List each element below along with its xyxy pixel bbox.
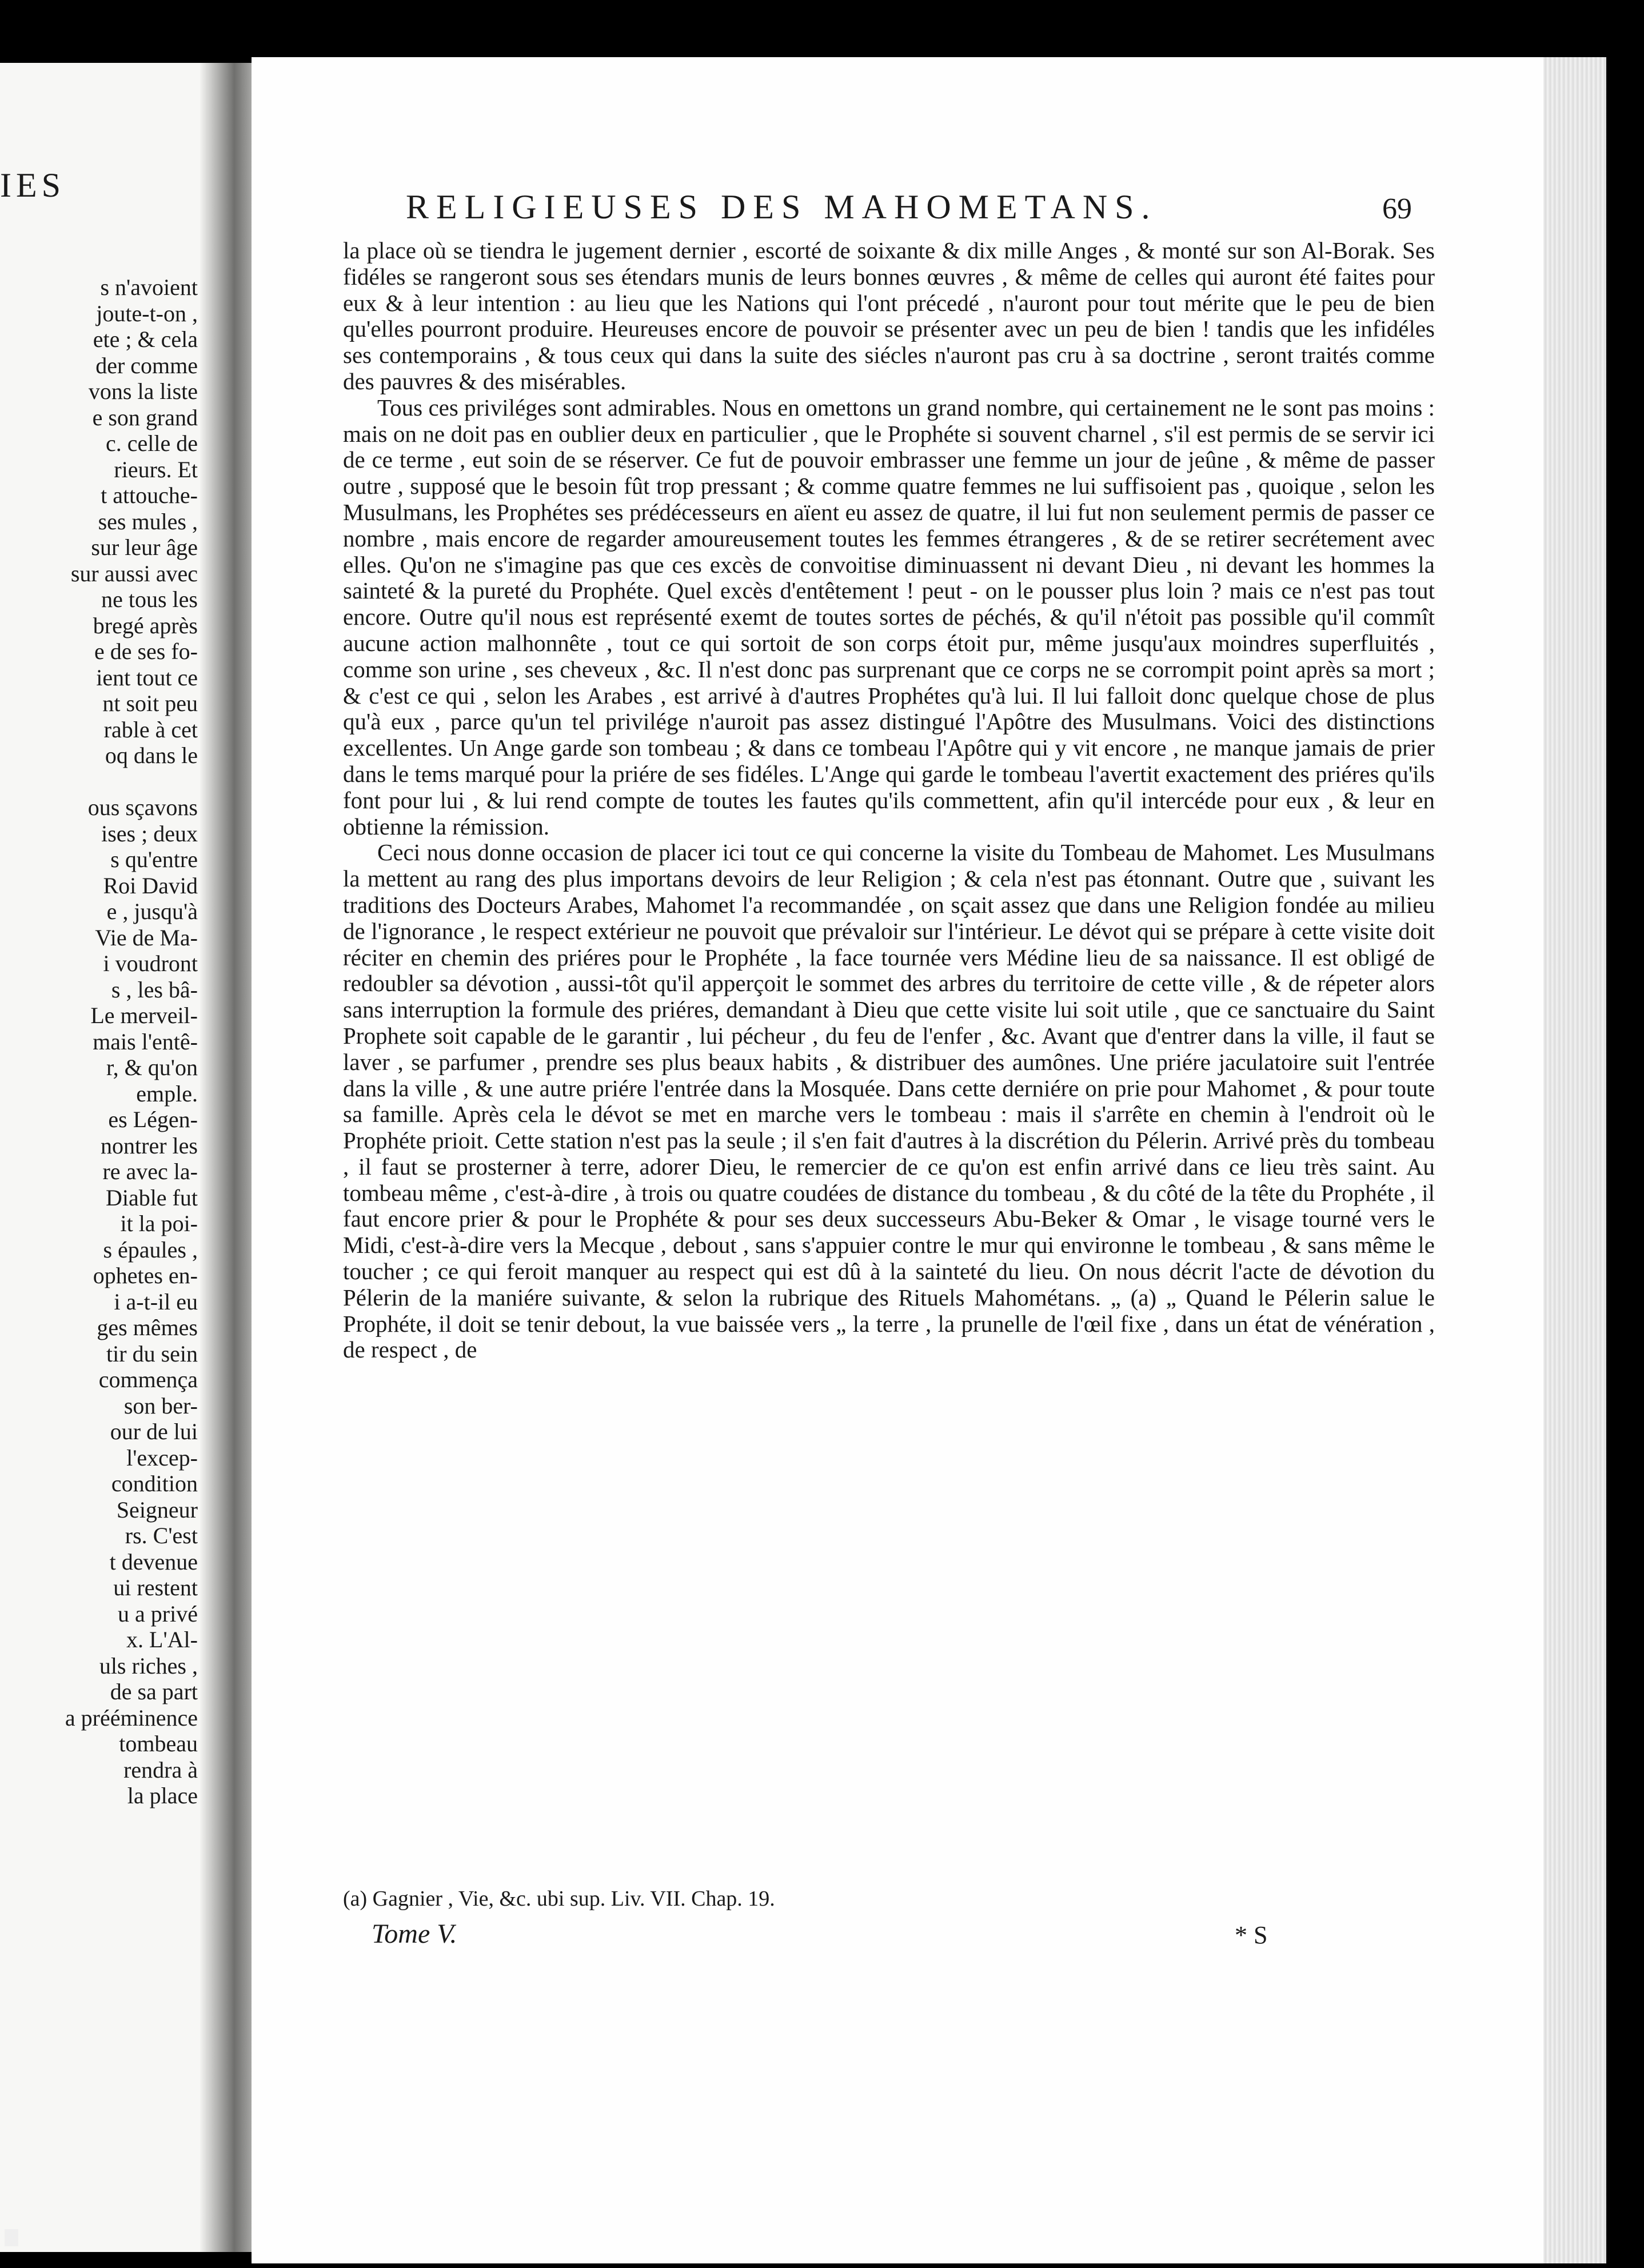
left-fragment-line: mais l'entê- — [93, 1028, 198, 1055]
left-fragment-line: tombeau — [119, 1731, 198, 1756]
footnote: (a) Gagnier , Vie, &c. ubi sup. Liv. VII. Chap. 19. — [343, 1887, 775, 1911]
left-fragment-line: es Légen- — [108, 1107, 198, 1132]
left-fragment-line: tir du sein — [106, 1340, 198, 1367]
left-fragment-line: s épaules , — [103, 1236, 198, 1263]
corner-mark — [5, 2229, 18, 2246]
body-text — [343, 238, 1435, 1363]
left-fragment-line: s , les bâ- — [111, 976, 198, 1003]
left-fragment-line: joute-t-on , — [96, 300, 198, 326]
left-fragment-line: i a-t-il eu — [114, 1288, 198, 1315]
left-fragment-line: ous sçavons — [87, 794, 198, 820]
left-fragment-line: ui restent — [113, 1575, 198, 1600]
left-fragment-line: ses mules , — [98, 508, 198, 534]
left-fragment-line: emple. — [136, 1080, 198, 1107]
left-fragment-line: our de lui — [110, 1419, 198, 1444]
page-number: 69 — [1382, 193, 1412, 225]
left-fragment-line: nontrer les — [101, 1132, 198, 1159]
left-fragment-line: sur leur âge — [91, 534, 198, 560]
left-running-head: IES — [0, 166, 65, 204]
left-fragment-line: rendra à — [123, 1756, 198, 1783]
left-fragment-line: sur aussi avec — [70, 560, 198, 586]
left-fragment-line: t attouche- — [101, 482, 198, 508]
left-fragment-line: rs. C'est — [125, 1523, 198, 1548]
left-fragment-line: Le merveil- — [90, 1003, 198, 1028]
left-fragment-line: it la poi- — [120, 1211, 198, 1236]
left-fragment-line: s n'avoient — [100, 274, 198, 300]
left-fragment-line: ises ; deux — [101, 820, 198, 846]
left-fragment-line: uls riches , — [99, 1652, 198, 1679]
left-fragment-line: l'excep- — [126, 1444, 198, 1471]
left-fragment-line: bregé après — [93, 612, 198, 638]
left-fragment-line: c. celle de — [106, 430, 198, 456]
left-fragment-line: son ber- — [123, 1392, 198, 1419]
left-fragment-line: s qu'entre — [110, 846, 198, 872]
printer-signature: * S — [1235, 1921, 1268, 1949]
left-fragment-line: e son grand — [92, 404, 198, 430]
paragraph: la place où se tiendra le jugement dernier , escorté de soixante & dix mille Anges , & monté sur son Al-Borak. Ses fidéles se rangeront sous ses étendars munis de leurs bonnes œuvres , & même de celles qui auront été faites pour eux & à leur intention : au lieu que les Nations qui l'ont précedé , n'auront pour tout mérite que le peu de bien qu'elles pourront produire. Heureuses encore de pouvoir se présenter avec un peu de bien ! tandis que les infidéles ses contemporains , & tous ceux qui dans la suite des siécles n'auront pas cru à sa doctrine , seront traités comme des pauvres & des misérables. — [343, 237, 1435, 394]
left-fragment-line: ient tout ce — [96, 664, 198, 690]
left-fragment-line: e , jusqu'à — [106, 899, 198, 924]
left-fragment-line: commença — [98, 1367, 198, 1392]
left-fragment-line: der comme — [95, 352, 198, 378]
paragraph: Tous ces priviléges sont admirables. Nous en omettons un grand nombre, qui certainement ne le sont pas moins : mais on ne doit pas en oublier deux en particulier , que le Prophéte si souvent charnel , s'il est permis de se servir ici de ce terme , eut soin de se réserver. Ce fut de pouvoir embrasser une femme un jour de jeûne , & même de passer outre , supposé que le besoin fût trop pressant ; & comme quatre femmes ne lui suffisoient pas , quoique , selon les Musulmans, les Prophétes ses prédécesseurs en aïent eu assez de quatre, il lui fut non seulement permis de passer ce nombre , mais encore de regarder amoureusement toutes les femmes étrangeres , & de se retirer secrétement avec elles. Qu'on ne s'imagine pas que ces excès de convoitise diminuassent ni devant Dieu , ni devant les hommes la sainteté & la pureté du Prophéte. Quel excès d'entêtement ! peut - on le pousser plus loin ? mais ce n'est pas tout encore. Outre qu'il nous est représenté exemt de toutes sortes de péchés, & qu'il n'étoit pas possible qu'il commît aucune action malhonnête , tout ce qui sortoit de son corps étoit pur, même jusqu'aux moindres superfluités , comme son urine , ses cheveux , &c. Il n'est donc pas surprenant que ce corps ne se corrompit point après sa mort ; & c'est ce qui , selon les Arabes , est arrivé à d'autres Prophétes qu'à lui. Il lui falloit donc quelque chose de plus qu'à eux , parce qu'un tel privilége n'auroit pas assez distingué l'Apôtre des Musulmans. Voici des distinctions excellentes. Un Ange garde son tombeau ; & dans ce tombeau l'Apôtre qui y vit encore , ne manque jamais de prier dans le tems marqué pour la priére de ses fidéles. L'Ange qui garde le tombeau l'avertit exactement des priéres qu'ils font pour lui , & lui rend compte de toutes les fautes qu'ils commettent, afin qu'il intercéde pour eux , & leur en obtienne la rémission. — [343, 394, 1435, 840]
volume-signature: Tome V. — [372, 1919, 457, 1949]
left-fragment-line: ophetes en- — [93, 1263, 198, 1288]
left-fragment-line: de sa part — [110, 1679, 198, 1704]
left-fragment-line: rieurs. Et — [114, 456, 198, 482]
left-fragment-line: a prééminence — [65, 1704, 198, 1731]
left-fragment-line: rable à cet — [103, 716, 198, 742]
left-fragment-line: Seigneur — [116, 1496, 198, 1523]
running-head — [406, 187, 1412, 227]
right-page — [252, 57, 1543, 2263]
left-fragment-line — [15, 769, 198, 795]
paragraph: Ceci nous donne occasion de placer ici tout ce qui concerne la visite du Tombeau de Mahomet. Les Musulmans la mettent au rang des plus importans devoirs de leur Religion ; & cela n'est pas étonnant. Outre que , suivant les traditions des Docteurs Arabes, Mahomet l'a recommandée , on sçait assez que dans une Religion fondée au milieu de l'ignorance , le respect extérieur ne pouvoit que prévaloir sur l'intérieur. Le dévot qui se prépare à cette visite doit réciter en chemin des priéres pour le Prophéte , la face tournée vers Médine lieu de sa naissance. Il est obligé de redoubler sa dévotion , aussi-tôt qu'il apperçoit le sommet des arbres du territoire de cette ville , & de répeter alors sans interruption la formule des priéres, demandant à Dieu que cette visite lui soit utile , que ce sanctuaire du Saint Prophete soit capable de le garantir , lui pécheur , du feu de l'enfer , &c. Avant que d'entrer dans la ville, il faut se laver , se parfumer , prendre ses plus beaux habits , & distribuer des aumônes. Une priére jaculatoire suit l'entrée dans la ville , & une autre priére l'entrée dans la Mosquée. Dans cette derniére on prie pour Mahomet , & pour toute sa famille. Après cela le dévot se met en marche vers le tombeau : mais il s'arrête en chemin à l'endroit où le Prophéte prioit. Cette station n'est pas la seule ; il s'en fait d'autres à la discrétion du Pélerin. Arrivé près du tombeau , il faut se prosterner à terre, adorer Dieu, le remercier de ce qu'on est enfin arrivé dans ce lieu très saint. Au tombeau même , c'est-à-dire , à trois ou quatre coudées de distance du tombeau , & du côté de la tête du Prophéte , il faut encore prier & pour le Prophéte & pour ses deux successeurs Abu-Beker & Omar , le visage tourné vers le Midi, c'est-à-dire vers la Mecque , debout , sans s'appuier contre le mur qui environne le tombeau , & sans même le toucher ; ce qui feroit manquer au respect qui est dû à la sainteté du lieu. On nous décrit l'acte de dévotion du Pélerin de la maniére suivante, & selon la rubrique des Rituels Mahométans. „ (a) „ Quand le Pélerin salue le Prophéte, il doit se tenir debout, la vue baissée vers „ la terre , la prunelle de l'œil fixe , dans un état de vénération , de respect , de — [343, 839, 1435, 1363]
left-fragment-line: Roi David — [103, 872, 198, 899]
left-fragment-line: x. L'Al- — [126, 1627, 198, 1652]
left-fragment-line: i voudront — [103, 951, 198, 976]
left-fragment-line: t devenue — [109, 1548, 198, 1575]
left-fragment-line: ges mêmes — [97, 1315, 198, 1340]
left-fragment-line: nt soit peu — [102, 690, 198, 716]
page-edge — [1543, 57, 1606, 2263]
running-title: RELIGIEUSES DES MAHOMETANS. — [406, 188, 1158, 226]
left-fragment-line: re avec la- — [102, 1159, 198, 1184]
left-fragment-line: ete ; & cela — [93, 326, 198, 352]
left-fragment-line: condition — [111, 1471, 198, 1496]
left-fragment-line: vons la liste — [88, 378, 198, 404]
left-fragment-line: r, & qu'on — [106, 1055, 198, 1080]
left-fragment-line: e de ses fo- — [94, 638, 198, 664]
left-fragment-line: la place — [127, 1783, 198, 1808]
left-fragment-column — [15, 274, 198, 1809]
left-fragment-line: oq dans le — [105, 742, 198, 768]
left-page — [0, 63, 212, 2252]
left-fragment-line: Diable fut — [105, 1184, 198, 1211]
left-fragment-line: u a privé — [118, 1600, 198, 1627]
left-fragment-line: Vie de Ma- — [95, 924, 198, 951]
left-fragment-line: ne tous les — [101, 586, 198, 612]
